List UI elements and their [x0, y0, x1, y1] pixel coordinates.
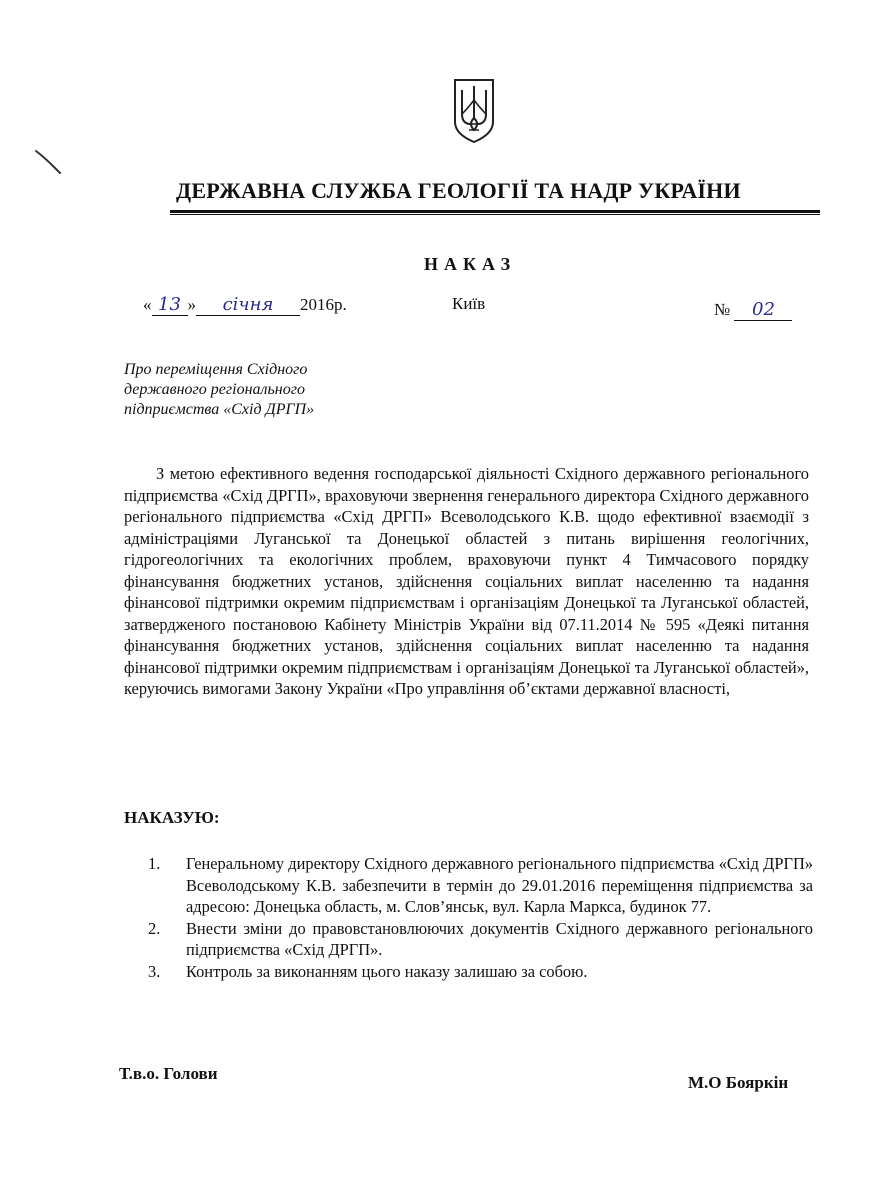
- stray-ink-mark: [30, 145, 70, 185]
- signer-name: М.О Бояркін: [688, 1073, 789, 1092]
- order-heading: НАКАЗУЮ:: [124, 808, 220, 827]
- order-item: [148, 918, 813, 961]
- header-rule: [170, 210, 820, 213]
- order-item-text: Контроль за виконанням цього наказу залишаю за собою.: [186, 961, 588, 981]
- order-item: [148, 853, 813, 918]
- organization-title: ДЕРЖАВНА СЛУЖБА ГЕОЛОГІЇ ТА НАДР УКРАЇНИ: [176, 178, 741, 203]
- header-rule-thin: [170, 214, 820, 215]
- date-close-quote: »: [187, 295, 196, 314]
- trident-emblem-icon: [451, 78, 497, 144]
- document-date: [143, 294, 347, 316]
- subject-line: Про переміщення Східного: [124, 361, 308, 378]
- date-year: 2016р.: [300, 295, 347, 314]
- order-item-text: Генеральному директору Східного державного регіонального підприємства «Схід ДРГП» Всеволодському К.В. забезпечити в термін до 29.01.2016 переміщення підприємства за адресою: Донецька область, м. Слов’янськ, вул. Карла Маркса, будинок 77.: [186, 854, 813, 916]
- document-subject: [124, 360, 364, 420]
- signer-title: Т.в.о. Голови: [119, 1064, 218, 1083]
- date-day: 13: [158, 294, 181, 315]
- subject-line: підприємства «Схід ДРГП»: [124, 401, 315, 418]
- date-month: січня: [222, 294, 274, 315]
- number-sign: №: [714, 300, 731, 319]
- document-number: [714, 299, 792, 321]
- order-item-number: 2.: [148, 918, 161, 938]
- number-value: 02: [752, 299, 775, 320]
- order-list: [148, 853, 813, 982]
- date-open-quote: «: [143, 295, 152, 314]
- document-city: Київ: [452, 294, 486, 313]
- order-item-number: 3.: [148, 961, 161, 981]
- preamble-paragraph: З метою ефективного ведення господарської діяльності Східного державного регіонального підприємства «Схід ДРГП», враховуючи звернення генерального директора Східного державного регіонального підприємства «Схід ДРГП» Всеволодського К.В. щодо ефективної взаємодії з адміністраціями Луганської та Донецької областей з питань вирішення геологічних, гідрогеологічних та екологічних проблем, враховуючи пункт 4 Тимчасового порядку фінансування бюджетних установ, здійснення соціальних виплат населенню та надання фінансової підтримки окремим підприємствам і організаціям Донецької та Луганської областей, затвердженого постановою Кабінету Міністрів України від 07.11.2014 № 595 «Деякі питання фінансування бюджетних установ, здійснення соціальних виплат населенню та надання фінансової підтримки окремим підприємствам і організаціям Донецької та Луганської областей», керуючись вимогами Закону України «Про управління об’єктами державної власності,: [124, 464, 809, 698]
- order-item-number: 1.: [148, 854, 161, 873]
- order-item-text: Внести зміни до правовстановлюючих документів Східного державного регіонального підприємства «Схід ДРГП».: [186, 918, 813, 959]
- document-type: НАКАЗ: [424, 254, 517, 274]
- subject-line: державного регіонального: [124, 381, 305, 398]
- order-item: [148, 961, 813, 983]
